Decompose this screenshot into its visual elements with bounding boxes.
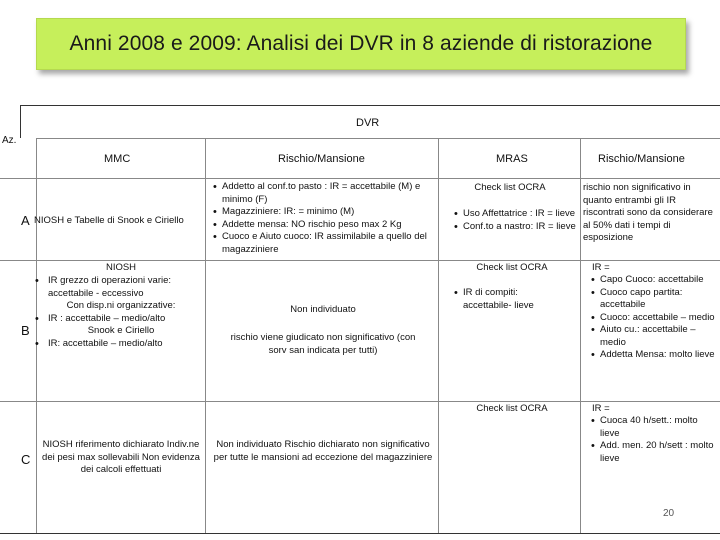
col-header-bottom bbox=[0, 178, 720, 179]
row-b-mmc-line: Con disp.ni organizzative: bbox=[66, 300, 176, 311]
row-b-rischio-1-b: rischio viene giudicato non significativo (con sorv san indicata per tutti) bbox=[230, 332, 416, 356]
col-header-mras: MRAS bbox=[496, 153, 528, 165]
list-item: • IR : accettabile – medio/alto bbox=[44, 313, 204, 326]
row-a-mmc: NIOSH e Tabelle di Snook e Ciriello bbox=[34, 215, 184, 226]
list-item: • Add. men. 20 h/sett : molto lieve bbox=[600, 440, 718, 465]
list-item: • Cuoco: accettabile – medio bbox=[600, 312, 718, 325]
az-left-top bbox=[20, 105, 21, 138]
row-label-c: C bbox=[21, 452, 31, 467]
row-a-mras-title: Check list OCRA bbox=[474, 182, 546, 193]
list-item: • Cuoca 40 h/sett.: molto lieve bbox=[600, 415, 718, 440]
col-border-1 bbox=[205, 138, 206, 533]
col-border-2 bbox=[438, 138, 439, 533]
list-item: • IR grezzo di operazioni varie: accettabile - eccessivo bbox=[44, 275, 204, 300]
title-banner bbox=[36, 18, 686, 70]
list-item: • Addetto al conf.to pasto : IR = accettabile (M) e minimo (F) bbox=[222, 181, 434, 206]
az-header: Az. bbox=[2, 135, 17, 146]
row-a-rischio-2: rischio non significativo in quanto entrambi gli IR riscontrati sono da considerare al 50% dati i tempi di esposizione bbox=[583, 182, 713, 243]
list-item: • Addette mensa: NO rischio peso max 2 Kg bbox=[222, 219, 434, 232]
list-item: • Cuoco capo partita: accettabile bbox=[600, 287, 718, 312]
list-item: • Uso Affettatrice : IR = lieve bbox=[463, 208, 583, 221]
row-b-mras-title: Check list OCRA bbox=[476, 262, 548, 273]
col-header-rischio-1: Rischio/Mansione bbox=[278, 153, 365, 165]
row-a-rischio-1 bbox=[212, 181, 434, 256]
group-header: DVR bbox=[356, 117, 380, 129]
page-number: 20 bbox=[663, 508, 675, 519]
row-b-mras bbox=[453, 287, 563, 312]
list-item: • Aiuto cu.: accettabile – medio bbox=[600, 324, 718, 349]
row-b-rischio-2 bbox=[590, 274, 718, 362]
row-c-mmc: NIOSH riferimento dichiarato Indiv.ne dei pesi max sollevabili Non evidenza dei calcoli effettuati bbox=[42, 439, 200, 475]
az-col-border bbox=[36, 138, 37, 533]
header-divider bbox=[36, 138, 720, 139]
row-label-b: B bbox=[21, 323, 30, 338]
row-c-rischio-2 bbox=[590, 415, 718, 465]
list-item: • Conf.to a nastro: IR = lieve bbox=[463, 221, 583, 234]
list-item: • IR: accettabile – medio/alto bbox=[44, 338, 204, 351]
row-b-mmc-line: Snook e Ciriello bbox=[87, 325, 155, 336]
col-border-3 bbox=[580, 138, 581, 533]
list-item: • Addetta Mensa: molto lieve bbox=[600, 349, 718, 362]
row-c-rischio-1: Non individuato Rischio dichiarato non significativo per tutte le mansioni ad eccezione del magazziniere bbox=[213, 439, 433, 463]
row-label-a: A bbox=[21, 213, 30, 228]
col-header-mmc: MMC bbox=[104, 153, 131, 165]
table-top-border bbox=[20, 105, 720, 106]
row-b-rischio-2-title: IR = bbox=[592, 262, 610, 273]
slide-title: Anni 2008 e 2009: Analisi dei DVR in 8 aziende di ristorazione bbox=[69, 32, 653, 55]
row-b-bottom bbox=[0, 401, 720, 402]
list-item: • Capo Cuoco: accettabile bbox=[600, 274, 718, 287]
row-b-mmc-title: NIOSH bbox=[105, 262, 137, 273]
list-item: • Magazziniere: IR: = minimo (M) bbox=[222, 206, 434, 219]
table-bottom-border bbox=[0, 533, 720, 534]
row-a-bottom bbox=[0, 260, 720, 261]
col-header-rischio-2: Rischio/Mansione bbox=[598, 153, 685, 165]
row-b-rischio-1-a: Non individuato bbox=[290, 304, 356, 315]
list-item: • Cuoco e Aiuto cuoco: IR assimilabile a quello del magazziniere bbox=[222, 231, 434, 256]
dvr-table bbox=[0, 105, 720, 535]
row-b-mmc bbox=[38, 275, 204, 350]
row-c-mras-title: Check list OCRA bbox=[476, 403, 548, 414]
row-a-mras bbox=[453, 208, 583, 233]
row-c-rischio-2-title: IR = bbox=[592, 403, 610, 414]
list-item: • IR di compiti: accettabile- lieve bbox=[463, 287, 563, 312]
